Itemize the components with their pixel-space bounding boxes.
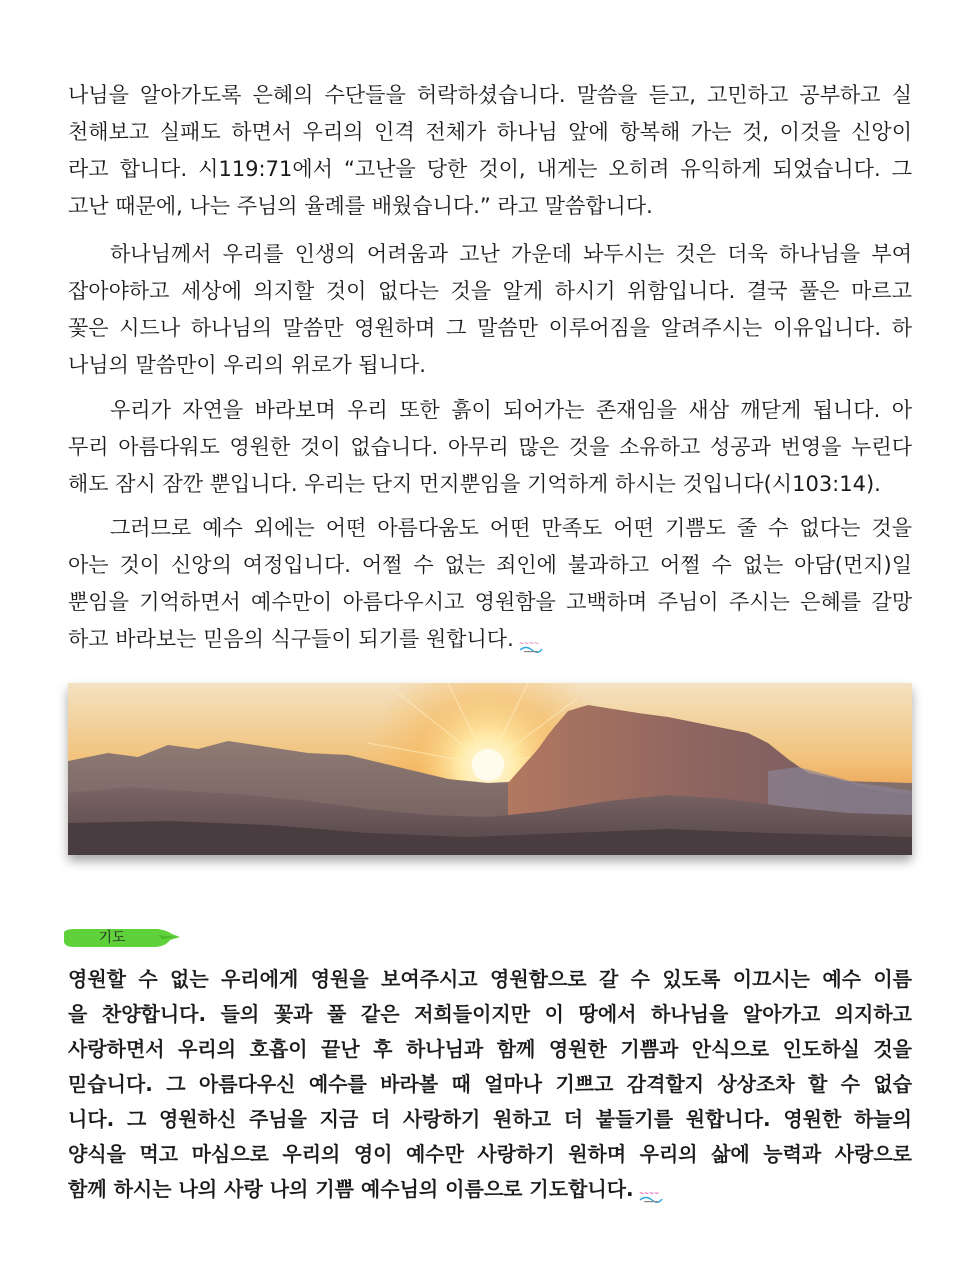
paragraph-line: 해도 잠시 잠깐 뿐입니다. 우리는 단지 먼지뿐임을 기억하게 하시는 것입니다(시103:14). [68,472,881,496]
paragraph-2 [68,236,912,384]
paragraph-4 [68,510,912,658]
prayer-line: 믿습니다. 그 아름다우신 예수를 바라볼 때 얼마나 기쁘고 감격할지 상상조차 할 수 없습 [68,1072,912,1096]
paragraph-line: 꽃은 시드나 하나님의 말씀만 영원하며 그 말씀만 이루어짐을 알려주시는 이유입니다. 하 [68,316,912,340]
paragraph-line: 우리가 자연을 바라보며 우리 또한 흙이 되어가는 존재임을 새삼 깨닫게 됩니다. 아 [110,398,912,422]
paragraph-line: 뿐임을 기억하면서 예수만이 아름다우시고 영원함을 고백하며 주님이 주시는 은혜를 갈망 [68,590,912,614]
ministry-logo-icon [518,629,544,645]
paragraph-line: 천해보고 실패도 하면서 우리의 인격 전체가 하나님 앞에 항복해 가는 것, 이것을 신앙이 [68,120,912,144]
svg-text:~~~~: ~~~~ [638,1189,659,1197]
sunset-mountains-image [68,683,912,855]
paragraph-3 [68,392,912,503]
paragraph-1 [68,77,912,225]
paragraph-line: 아는 것이 신앙의 여정입니다. 어쩔 수 없는 죄인에 불과하고 어쩔 수 없는 아담(먼지)일 [68,553,912,577]
paragraph-line: 나님의 말씀만이 우리의 위로가 됩니다. [68,353,426,377]
prayer-tag [62,926,182,950]
prayer-line-text: 함께 하시는 나의 사랑 나의 기쁨 예수님의 이름으로 기도합니다. [68,1177,634,1201]
prayer-line [68,1172,912,1207]
paragraph-line: 무리 아름다워도 영원한 것이 없습니다. 아무리 많은 것을 소유하고 성공과 번영을 누린다 [68,435,912,459]
paragraph-line: 나님을 알아가도록 은혜의 수단들을 허락하셨습니다. 말씀을 듣고, 고민하고 공부하고 실 [68,83,912,107]
paragraph-line [68,621,912,658]
prayer-line: 양식을 먹고 마심으로 우리의 영이 예수만 사랑하기 원하며 우리의 삶에 능력과 사랑으로 [68,1142,912,1166]
paragraph-line: 라고 합니다. 시119:71에서 “고난을 당한 것이, 내게는 오히려 유익하게 되었습니다. 그 [68,157,912,181]
prayer-tag-label: 기도 [98,930,126,946]
ministry-logo-icon [638,1180,664,1196]
prayer-line: 영원할 수 없는 우리에게 영원을 보여주시고 영원함으로 갈 수 있도록 이끄시는 예수 이름 [68,967,912,991]
paragraph-line: 고난 때문에, 나는 주님의 율례를 배웠습니다.” 라고 말씀합니다. [68,194,653,218]
svg-text:~~~~: ~~~~ [518,640,539,647]
prayer-line: 사랑하면서 우리의 호흡이 끝난 후 하나님과 함께 영원한 기쁨과 안식으로 인도하실 것을 [68,1037,912,1061]
sun [472,749,504,781]
prayer-line: 을 찬양합니다. 들의 꽃과 풀 같은 저희들이지만 이 땅에서 하나님을 알아가고 의지하고 [68,1002,912,1026]
prayer-line: 니다. 그 영원하신 주님을 지금 더 사랑하기 원하고 더 붙들기를 원합니다. 영원한 하늘의 [68,1107,912,1131]
paragraph-line: 하나님께서 우리를 인생의 어려움과 고난 가운데 놔두시는 것은 더욱 하나님을 부여 [110,242,912,266]
prayer-text [68,962,912,1207]
paragraph-line-text: 하고 바라보는 믿음의 식구들이 되기를 원합니다. [68,627,514,651]
paragraph-line: 그러므로 예수 외에는 어떤 아름다움도 어떤 만족도 어떤 기쁨도 줄 수 없다는 것을 [110,516,912,540]
paragraph-line: 잡아야하고 세상에 의지할 것이 없다는 것을 알게 하시기 위함입니다. 결국 풀은 마르고 [68,279,912,303]
